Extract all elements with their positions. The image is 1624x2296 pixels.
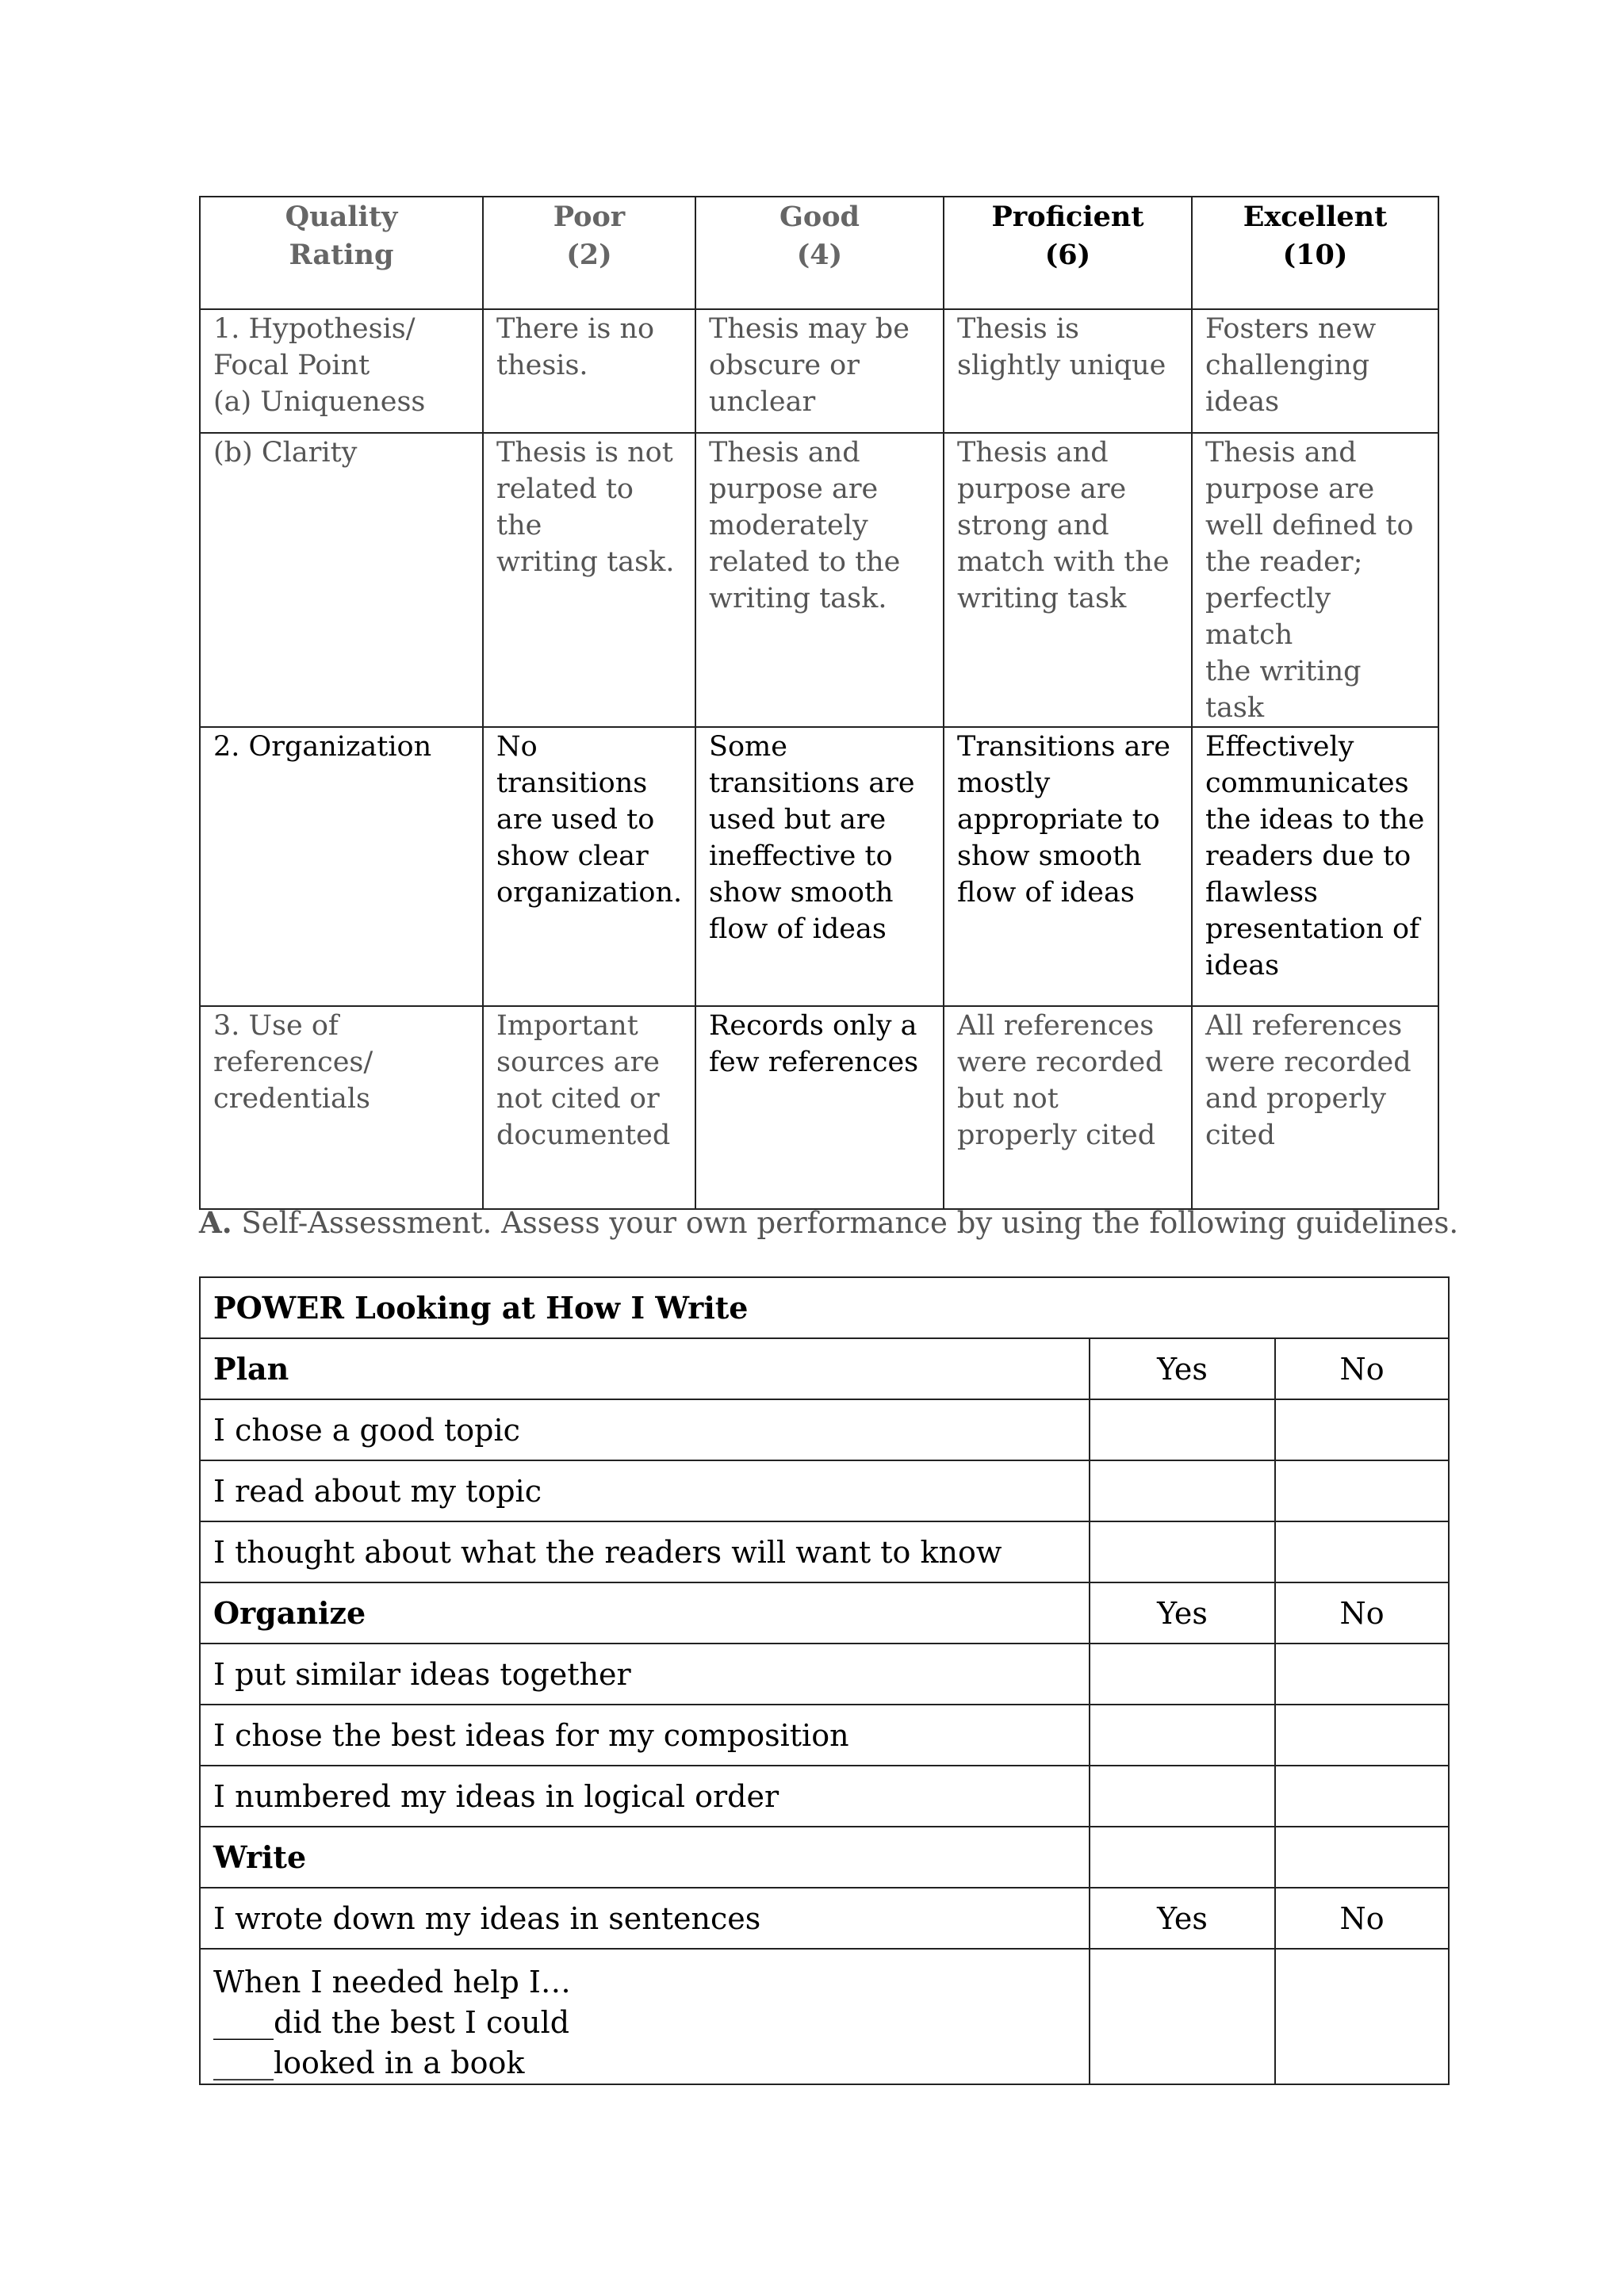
checklist-item: I wrote down my ideas in sentences	[200, 1888, 1090, 1949]
section-heading: Organize	[200, 1582, 1090, 1644]
caption-letter: A.	[199, 1205, 232, 1240]
header-line: Quality	[285, 201, 398, 233]
header-poor	[483, 197, 695, 309]
rubric-row-uniqueness	[200, 309, 1438, 433]
caption-text: Self-Assessment. Assess your own performance by using the following guidelines.	[232, 1206, 1459, 1240]
no-cell[interactable]	[1275, 1644, 1449, 1705]
section-plan	[200, 1338, 1449, 1399]
header-excellent	[1192, 197, 1438, 309]
header-line: (10)	[1282, 239, 1348, 271]
yes-cell[interactable]	[1090, 1827, 1275, 1888]
header-line: Poor	[553, 201, 626, 233]
header-line: (4)	[796, 239, 843, 271]
checklist-item: I thought about what the readers will want to know	[200, 1521, 1090, 1582]
checklist-row-help	[200, 1949, 1449, 2084]
help-line: ____did the best I could	[213, 2005, 570, 2040]
no-cell[interactable]	[1275, 1705, 1449, 1766]
checklist-item: I read about my topic	[200, 1460, 1090, 1521]
section-organize	[200, 1582, 1449, 1644]
help-item	[200, 1949, 1090, 2084]
excellent-cell: Thesis and purpose are well defined to the reader; perfectly match the writing task	[1192, 433, 1438, 727]
checklist-row	[200, 1399, 1449, 1460]
yes-cell[interactable]	[1090, 1644, 1275, 1705]
checklist-item: I chose the best ideas for my composition	[200, 1705, 1090, 1766]
header-line: (6)	[1044, 239, 1091, 271]
excellent-cell: Fosters new challenging ideas	[1192, 309, 1438, 433]
no-cell[interactable]	[1275, 1827, 1449, 1888]
good-cell: Some transitions are used but are ineffective to show smooth flow of ideas	[695, 727, 944, 1006]
power-title-row	[200, 1277, 1449, 1338]
rubric-table	[199, 196, 1439, 1210]
proficient-cell: Thesis is slightly unique	[944, 309, 1192, 433]
no-cell[interactable]	[1275, 1949, 1449, 2084]
yes-cell[interactable]	[1090, 1705, 1275, 1766]
checklist-row	[200, 1888, 1449, 1949]
yes-cell[interactable]	[1090, 1949, 1275, 2084]
criterion-cell: 2. Organization	[200, 727, 483, 1006]
poor-cell: No transitions are used to show clear organization.	[483, 727, 695, 1006]
good-cell: Thesis and purpose are moderately related to the writing task.	[695, 433, 944, 727]
rubric-row-clarity	[200, 433, 1438, 727]
criterion-cell: 1. Hypothesis/ Focal Point (a) Uniqueness	[200, 309, 483, 433]
yes-label: Yes	[1090, 1338, 1275, 1399]
yes-cell[interactable]	[1090, 1399, 1275, 1460]
checklist-item: I chose a good topic	[200, 1399, 1090, 1460]
help-line: When I needed help I…	[213, 1965, 571, 1999]
poor-cell: There is no thesis.	[483, 309, 695, 433]
checklist-item: I numbered my ideas in logical order	[200, 1766, 1090, 1827]
yes-cell[interactable]	[1090, 1766, 1275, 1827]
power-checklist-table	[199, 1276, 1450, 2085]
header-line: Proficient	[991, 201, 1144, 233]
header-line: Excellent	[1243, 201, 1388, 233]
self-assessment-caption	[199, 1203, 1458, 1243]
yes-label: Yes	[1090, 1582, 1275, 1644]
proficient-cell: All references were recorded but not properly cited	[944, 1006, 1192, 1209]
proficient-cell: Thesis and purpose are strong and match with the writing task	[944, 433, 1192, 727]
header-line: Rating	[289, 239, 394, 271]
excellent-cell: Effectively communicates the ideas to the readers due to flawless presentation of ideas	[1192, 727, 1438, 1006]
header-proficient	[944, 197, 1192, 309]
criterion-cell: (b) Clarity	[200, 433, 483, 727]
header-line: (2)	[566, 239, 612, 271]
rubric-row-organization	[200, 727, 1438, 1006]
section-heading: Write	[200, 1827, 1090, 1888]
yes-cell[interactable]	[1090, 1460, 1275, 1521]
criterion-cell: 3. Use of references/ credentials	[200, 1006, 483, 1209]
no-cell[interactable]	[1275, 1521, 1449, 1582]
yes-cell[interactable]	[1090, 1521, 1275, 1582]
poor-cell: Important sources are not cited or documented	[483, 1006, 695, 1209]
no-label: No	[1275, 1582, 1449, 1644]
help-line: ____looked in a book	[213, 2045, 525, 2080]
yes-label: Yes	[1090, 1888, 1275, 1949]
no-cell[interactable]	[1275, 1766, 1449, 1827]
checklist-row	[200, 1644, 1449, 1705]
checklist-item: I put similar ideas together	[200, 1644, 1090, 1705]
rubric-header-row	[200, 197, 1438, 309]
proficient-cell: Transitions are mostly appropriate to show smooth flow of ideas	[944, 727, 1192, 1006]
poor-cell: Thesis is not related to the writing task.	[483, 433, 695, 727]
good-cell: Thesis may be obscure or unclear	[695, 309, 944, 433]
no-label: No	[1275, 1338, 1449, 1399]
section-heading: Plan	[200, 1338, 1090, 1399]
header-quality-rating	[200, 197, 483, 309]
no-cell[interactable]	[1275, 1399, 1449, 1460]
checklist-row	[200, 1766, 1449, 1827]
power-title: POWER Looking at How I Write	[200, 1277, 1449, 1338]
header-good	[695, 197, 944, 309]
header-line: Good	[779, 201, 860, 233]
section-write	[200, 1827, 1449, 1888]
good-cell: Records only a few references	[695, 1006, 944, 1209]
checklist-row	[200, 1460, 1449, 1521]
rubric-row-references	[200, 1006, 1438, 1209]
no-cell[interactable]	[1275, 1460, 1449, 1521]
checklist-row	[200, 1521, 1449, 1582]
checklist-row	[200, 1705, 1449, 1766]
excellent-cell: All references were recorded and properly cited	[1192, 1006, 1438, 1209]
no-label: No	[1275, 1888, 1449, 1949]
